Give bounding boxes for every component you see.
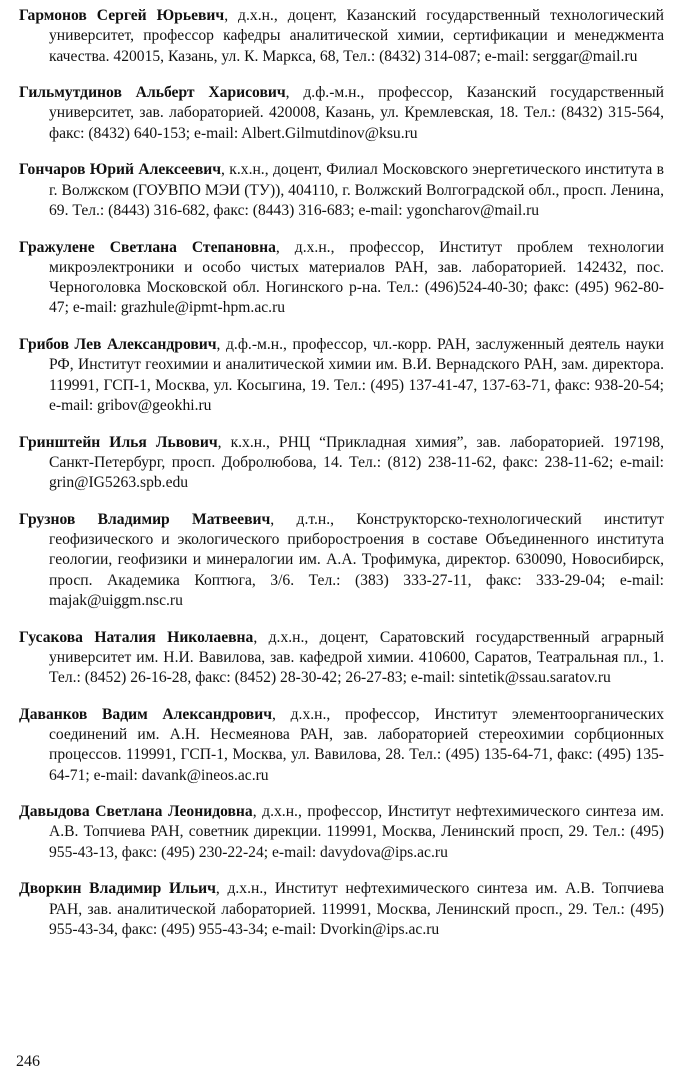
directory-entry <box>19 83 664 144</box>
directory-entry <box>19 879 664 940</box>
person-name: Гринштейн Илья Львович <box>19 433 218 451</box>
directory-entry <box>19 628 664 689</box>
person-name: Гармонов Сергей Юрьевич <box>19 7 225 24</box>
person-details: , д.х.н., доцент, Саратовский государственный аграрный университет им. Н.И. Вавилова, зав. кафедрой химии. 410600, Саратов, Театральная пл., 1. Тел.: (8452) 26-16-28, факс: (8452) 28-30-42; 26-27-83; e-mail: sintetik@ssau.saratov.ru <box>49 628 664 687</box>
person-name: Гусакова Наталия Николаевна <box>19 628 254 646</box>
person-name: Грибов Лев Александрович <box>19 336 217 354</box>
directory-entry <box>19 802 664 863</box>
directory-entry <box>19 335 664 416</box>
directory-entries <box>19 6 664 957</box>
page-number: 246 <box>16 1053 40 1070</box>
person-details: , д.х.н., профессор, Институт нефтехимического синтеза им. А.В. Топчиева РАН, советник дирекции. 119991, Москва, Ленинский просп, 29. Тел.: (495) 955-43-13, факс: (495) 230-22-24; e-mail: davydova@ips.ac.ru <box>49 803 664 861</box>
directory-entry <box>19 433 664 494</box>
directory-entry <box>19 238 664 319</box>
person-details: , д.ф.-м.н., профессор, чл.-корр. РАН, заслуженный деятель науки РФ, Институт геохимии и аналитической химии им. В.И. Вернадского РАН, зам. директора. 119991, ГСП-1, Москва, ул. Косыгина, 19. Тел.: (495) 137-41-47, 137-63-71, факс: 938-20-54; e-mail: gribov@geokhi.ru <box>49 336 664 414</box>
person-name: Гражулене Светлана Степановна <box>19 238 276 256</box>
person-details: , д.х.н., доцент, Казанский государственный технологический университет, профессор кафедры аналитической химии, сертификации и менеджмента качества. 420015, Казань, ул. К. Маркса, 68, Тел.: (8432) 314-087; e-mail: serggar@mail.ru <box>49 7 664 65</box>
person-name: Давыдова Светлана Леонидовна <box>19 803 253 821</box>
person-details: , д.х.н., Институт нефтехимического синтеза им. А.В. Топчиева РАН, зав. аналитической лабораторией. 119991, Москва, Ленинский просп., 29. Тел.: (495) 955-43-34, факс: (495) 955-43-34; e-mail: Dvorkin@ips.ac.ru <box>49 880 665 938</box>
person-name: Грузнов Владимир Матвеевич <box>19 510 271 528</box>
person-name: Гильмутдинов Альберт Харисович <box>19 84 286 102</box>
person-details: , д.т.н., Конструкторско-технологический институт геофизического и экологического приборостроения в составе Объединенного института геологии, геофизики и минералогии им. А.А. Трофимука, директор. 630090, Новосибирск, просп. Академика Коптюга, 3/6. Тел.: (383) 333-27-11, факс: 333-29-04; e-mail: majak@uiggm.nsc.ru <box>49 510 664 609</box>
person-name: Даванков Вадим Александрович <box>19 705 273 723</box>
directory-entry <box>19 160 664 221</box>
directory-entry <box>19 510 664 611</box>
person-name: Дворкин Владимир Ильич <box>19 880 216 898</box>
person-details: , д.х.н., профессор, Институт элементоорганических соединений им. А.Н. Несмеянова РАН, зав. лабораторией стереохимии сорбционных процессов. 119991, ГСП-1, Москва, ул. Вавилова, 28. Тел.: (495) 135-64-71, факс: (495) 135-64-71; e-mail: davank@ineos.ac.ru <box>49 705 664 784</box>
person-details: , к.х.н., доцент, Филиал Московского энергетического института в г. Волжском (ГОУВПО МЭИ (ТУ)), 404110, г. Волжский Волгоградской обл., просп. Ленина, 69. Тел.: (8443) 316-682, факс: (8443) 316-683; e-mail: ygoncharov@mail.ru <box>49 161 664 219</box>
person-name: Гончаров Юрий Алексеевич <box>19 161 222 179</box>
person-details: , к.х.н., РНЦ “Прикладная химия”, зав. лабораторией. 197198, Санкт-Петербург, просп. Добролюбова, 14. Тел.: (812) 238-11-62, факс: 238-11-62; e-mail: grin@IG5263.spb.edu <box>49 433 664 492</box>
person-details: , д.х.н., профессор, Институт проблем технологии микроэлектроники и особо чистых материалов РАН, зав. лабораторией. 142432, пос. Черноголовка Московской обл. Ногинского р-на. Тел.: (496)524-40-30; факс: (495) 962-80-47; e-mail: grazhule@ipmt-hpm.ac.ru <box>49 238 665 317</box>
directory-entry <box>19 705 664 786</box>
directory-entry <box>19 6 664 67</box>
person-details: , д.ф.-м.н., профессор, Казанский государственный университет, зав. лабораторией. 420008, Казань, ул. Кремлевская, 18. Тел.: (8432) 315-564, факс: (8432) 640-153; e-mail: Albert.Gilmutdinov@ksu.ru <box>49 84 664 142</box>
